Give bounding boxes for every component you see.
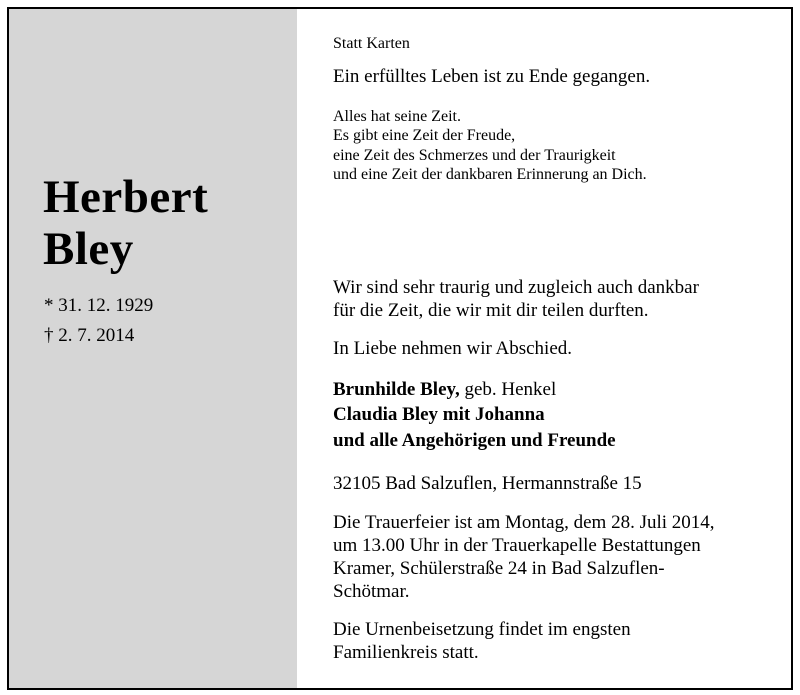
poem-line: und eine Zeit der dankbaren Erinnerung an Dich.: [333, 166, 647, 183]
death-date: † 2. 7. 2014: [44, 325, 135, 346]
last-name: Bley: [43, 223, 134, 275]
ceremony-line: Schötmar.: [333, 581, 410, 602]
obituary-card: [7, 7, 793, 690]
burial-line: Die Urnenbeisetzung findet im engsten: [333, 619, 631, 640]
mourner-line-3: und alle Angehörigen und Freunde: [333, 430, 616, 451]
headline: Ein erfülltes Leben ist zu Ende gegangen.: [333, 66, 651, 87]
poem-line: Es gibt eine Zeit der Freude,: [333, 127, 516, 144]
deceased-name: [43, 171, 208, 275]
mourner-line-2: Claudia Bley mit Johanna: [333, 404, 545, 425]
mourner-line-1: [333, 379, 556, 401]
life-dates: [44, 291, 153, 351]
mourner-name: Brunhilde Bley,: [333, 379, 460, 400]
first-name: Herbert: [43, 171, 209, 223]
ceremony-line: um 13.00 Uhr in der Trauerkapelle Bestattungen: [333, 535, 701, 556]
poem-line: eine Zeit des Schmerzes und der Traurigkeit: [333, 147, 616, 164]
statt-karten: Statt Karten: [333, 35, 410, 52]
burial-line: Familienkreis statt.: [333, 642, 479, 663]
birth-date: * 31. 12. 1929: [44, 295, 154, 316]
thanks-line: für die Zeit, die wir mit dir teilen durften.: [333, 300, 649, 321]
mourner-maiden-name: geb. Henkel: [459, 379, 557, 400]
farewell: In Liebe nehmen wir Abschied.: [333, 338, 573, 359]
poem-line: Alles hat seine Zeit.: [333, 108, 461, 125]
name-panel: [9, 9, 297, 688]
ceremony-line: Die Trauerfeier ist am Montag, dem 28. Juli 2014,: [333, 512, 715, 533]
address: 32105 Bad Salzuflen, Hermannstraße 15: [333, 473, 642, 494]
thanks-line: Wir sind sehr traurig und zugleich auch dankbar: [333, 277, 699, 298]
ceremony-line: Kramer, Schülerstraße 24 in Bad Salzuflen-: [333, 558, 665, 579]
